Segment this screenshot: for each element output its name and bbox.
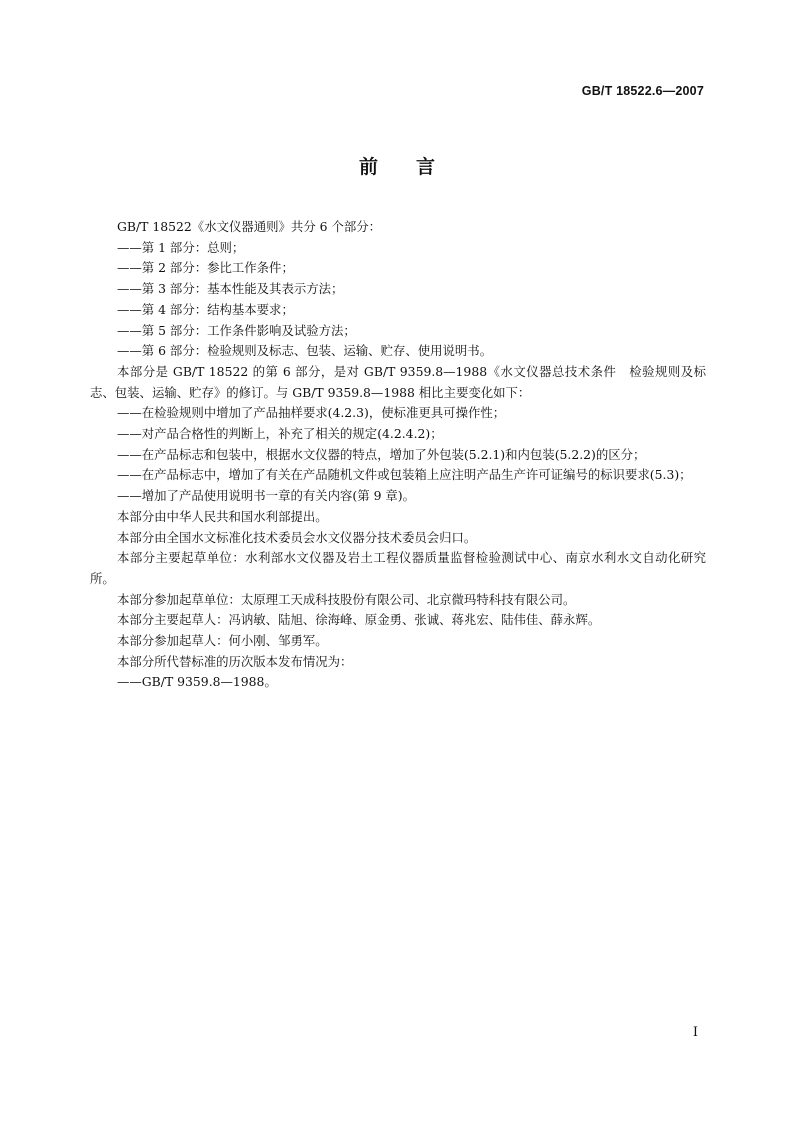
list-item: ——第 6 部分：检验规则及标志、包装、运输、贮存、使用说明书。 xyxy=(117,343,493,359)
document-body xyxy=(90,217,706,693)
paragraph: 本部分由全国水文标准化技术委员会水文仪器分技术委员会归口。 xyxy=(117,529,477,545)
list-item: ——第 2 部分：参比工作条件； xyxy=(117,260,294,276)
paragraph: 本部分主要起草单位：水利部水文仪器及岩土工程仪器质量监督检验测试中心、南京水利水文自动化研究所。 xyxy=(90,550,706,586)
list-item: ——增加了产品使用说明书一章的有关内容(第 9 章)。 xyxy=(117,488,416,504)
standard-code: GB/T 18522.6—2007 xyxy=(581,84,704,98)
paragraph: 本部分参加起草人：何小刚、邹勇军。 xyxy=(117,633,328,649)
list-item: ——GB/T 9359.8—1988。 xyxy=(117,674,277,690)
list-item: ——第 4 部分：结构基本要求； xyxy=(117,301,294,317)
list-item: ——在产品标志中，增加了有关在产品随机文件或包装箱上应注明产品生产许可证编号的标识要求(5.3)； xyxy=(117,467,692,483)
paragraph: 本部分主要起草人：冯讷敏、陆旭、徐海峰、原金勇、张诚、蒋兆宏、陆伟佳、薛永辉。 xyxy=(117,612,601,628)
paragraph: 本部分所代替标准的历次版本发布情况为： xyxy=(117,653,353,669)
page-title: 前言 xyxy=(358,156,473,178)
list-item: ——第 1 部分：总则； xyxy=(117,239,245,255)
list-item: ——在产品标志和包装中，根据水文仪器的特点，增加了外包装(5.2.1)和内包装(5.2.2)的区分； xyxy=(117,446,646,462)
page-number: I xyxy=(692,1025,698,1040)
paragraph: 本部分参加起草单位：太原理工天成科技股份有限公司、北京微玛特科技有限公司。 xyxy=(117,591,576,607)
list-item: ——对产品合格性的判断上，补充了相关的规定(4.2.4.2)； xyxy=(117,426,443,442)
paragraph: 本部分是 GB/T 18522 的第 6 部分，是对 GB/T 9359.8—1988《水文仪器总技术条件 检验规则及标志、包装、运输、贮存》的修订。与 GB/T 9359.8—1988 相比主要变化如下： xyxy=(90,363,706,400)
paragraph: GB/T 18522《水文仪器通则》共分 6 个部分： xyxy=(117,219,382,234)
paragraph: 本部分由中华人民共和国水利部提出。 xyxy=(117,508,328,524)
list-item: ——在检验规则中增加了产品抽样要求(4.2.3)，使标准更具可操作性； xyxy=(117,405,506,421)
list-item: ——第 5 部分：工作条件影响及试验方法； xyxy=(117,322,356,338)
list-item: ——第 3 部分：基本性能及其表示方法； xyxy=(117,281,344,297)
